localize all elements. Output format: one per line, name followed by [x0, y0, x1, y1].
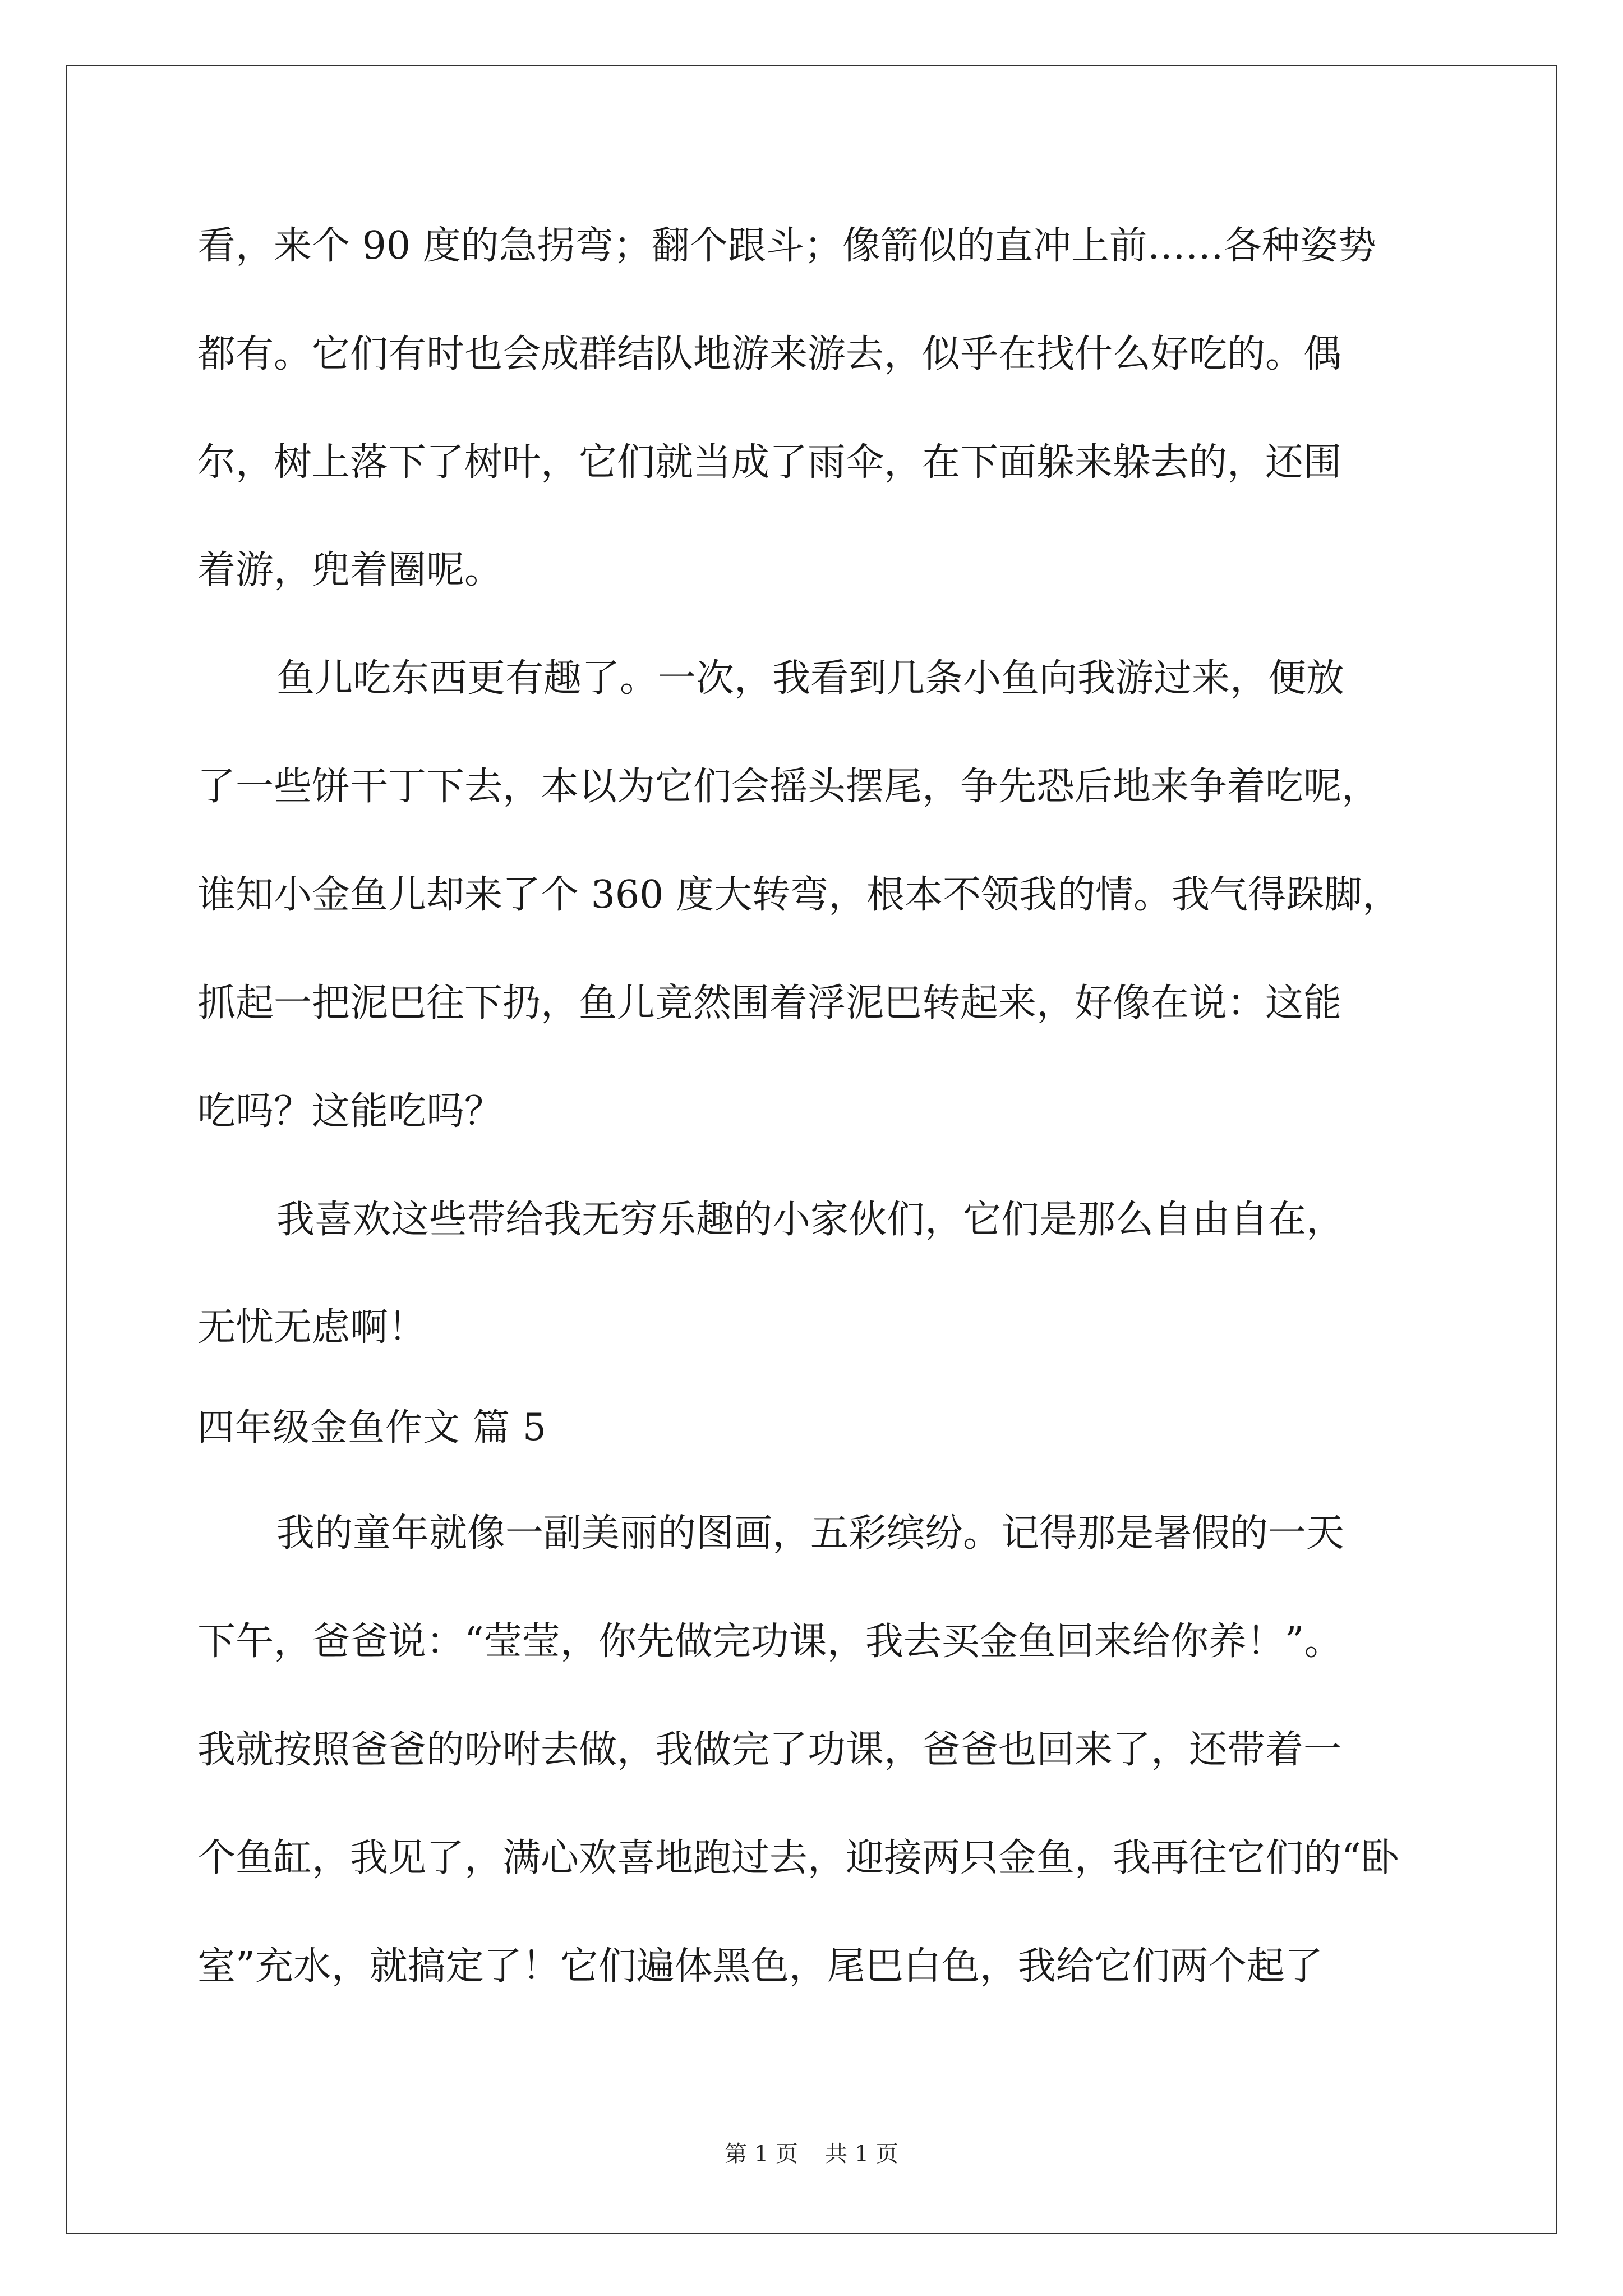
paragraph-line: 尔，树上落下了树叶，它们就当成了雨伞，在下面躲来躲去的，还围: [197, 440, 1342, 485]
paragraph-line: 我喜欢这些带给我无穷乐趣的小家伙们，它们是那么自由自在，: [276, 1198, 1345, 1242]
paragraph-line: 抓起一把泥巴往下扔，鱼儿竟然围着浮泥巴转起来，好像在说：这能: [197, 981, 1342, 1025]
paragraph-line: 都有。它们有时也会成群结队地游来游去，似乎在找什么好吃的。偶: [197, 332, 1342, 376]
paragraph-line: 下午，爸爸说：“莹莹，你先做完功课，我去买金鱼回来给你养！”。: [197, 1619, 1343, 1664]
paragraph-line: 谁知小金鱼儿却来了个 360 度大转弯，根本不领我的情。我气得跺脚，: [197, 873, 1401, 917]
paragraph-line: 室”充水，就搞定了！它们遍体黑色，尾巴白色，我给它们两个起了: [197, 1944, 1323, 1989]
section-heading: 四年级金鱼作文 篇 5: [197, 1406, 547, 1449]
paragraph-line: 了一些饼干丁下去，本以为它们会摇头摆尾，争先恐后地来争着吃呢，: [197, 765, 1380, 809]
paragraph-line: 无忧无虑啊！: [197, 1305, 427, 1350]
paragraph-line: 吃吗？这能吃吗？: [197, 1089, 503, 1134]
paragraph-line: 鱼儿吃东西更有趣了。一次，我看到几条小鱼向我游过来，便放: [276, 656, 1345, 701]
paragraph-line: 看，来个 90 度的急拐弯；翻个跟斗；像箭似的直冲上前……各种姿势: [197, 224, 1376, 268]
paragraph-line: 个鱼缸，我见了，满心欢喜地跑过去，迎接两只金鱼，我再往它们的“卧: [197, 1836, 1399, 1880]
page-footer: [0, 2137, 1623, 2171]
page-frame: [66, 65, 1557, 2234]
paragraph-line: 着游，兜着圈呢。: [197, 548, 503, 592]
page-number: 第 1 页: [725, 2141, 798, 2167]
paragraph-line: 我的童年就像一副美丽的图画，五彩缤纷。记得那是暑假的一天: [276, 1511, 1345, 1556]
page-total: 共 1 页: [825, 2141, 898, 2167]
paragraph-line: 我就按照爸爸的吩咐去做，我做完了功课，爸爸也回来了，还带着一: [197, 1728, 1342, 1772]
